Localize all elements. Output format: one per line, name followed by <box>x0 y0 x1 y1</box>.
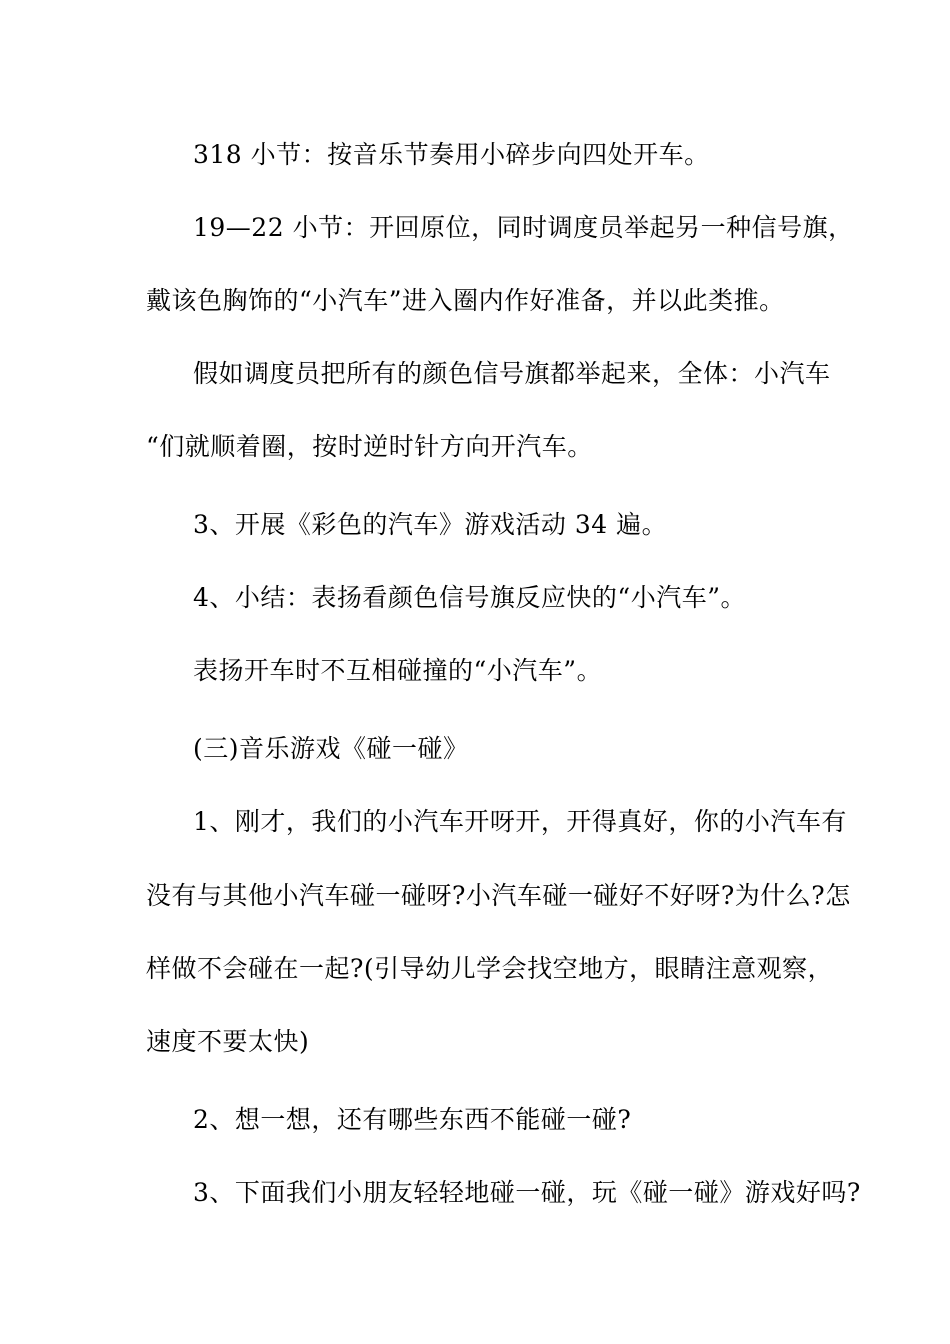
paragraph-line: 2、想一想，还有哪些东西不能碰一碰? <box>193 1105 632 1134</box>
paragraph-line: 速度不要太快) <box>146 1027 310 1056</box>
paragraph-line: 3、下面我们小朋友轻轻地碰一碰，玩《碰一碰》游戏好吗? <box>193 1178 861 1207</box>
paragraph-line: 样做不会碰在一起?(引导幼儿学会找空地方，眼睛注意观察， <box>146 954 834 983</box>
paragraph-line: 318 小节：按音乐节奏用小碎步向四处开车。 <box>193 140 710 169</box>
paragraph-line: 19—22 小节：开回原位，同时调度员举起另一种信号旗， <box>193 213 854 242</box>
paragraph-line: 1、刚才，我们的小汽车开呀开，开得真好，你的小汽车有 <box>193 807 847 836</box>
paragraph-line: 假如调度员把所有的颜色信号旗都举起来，全体：小汽车 <box>193 359 831 388</box>
paragraph-line: 表扬开车时不互相碰撞的“小汽车”。 <box>193 656 603 685</box>
paragraph-line: 4、小结：表扬看颜色信号旗反应快的“小汽车”。 <box>193 583 746 612</box>
paragraph-line: 3、开展《彩色的汽车》游戏活动 34 遍。 <box>193 510 668 539</box>
paragraph-line: 戴该色胸饰的“小汽车”进入圈内作好准备，并以此类推。 <box>146 286 785 315</box>
paragraph-line: “们就顺着圈，按时逆时针方向开汽车。 <box>146 432 593 461</box>
section-heading: (三)音乐游戏《碰一碰》 <box>193 734 469 763</box>
paragraph-line: 没有与其他小汽车碰一碰呀?小汽车碰一碰好不好呀?为什么?怎 <box>146 881 851 910</box>
